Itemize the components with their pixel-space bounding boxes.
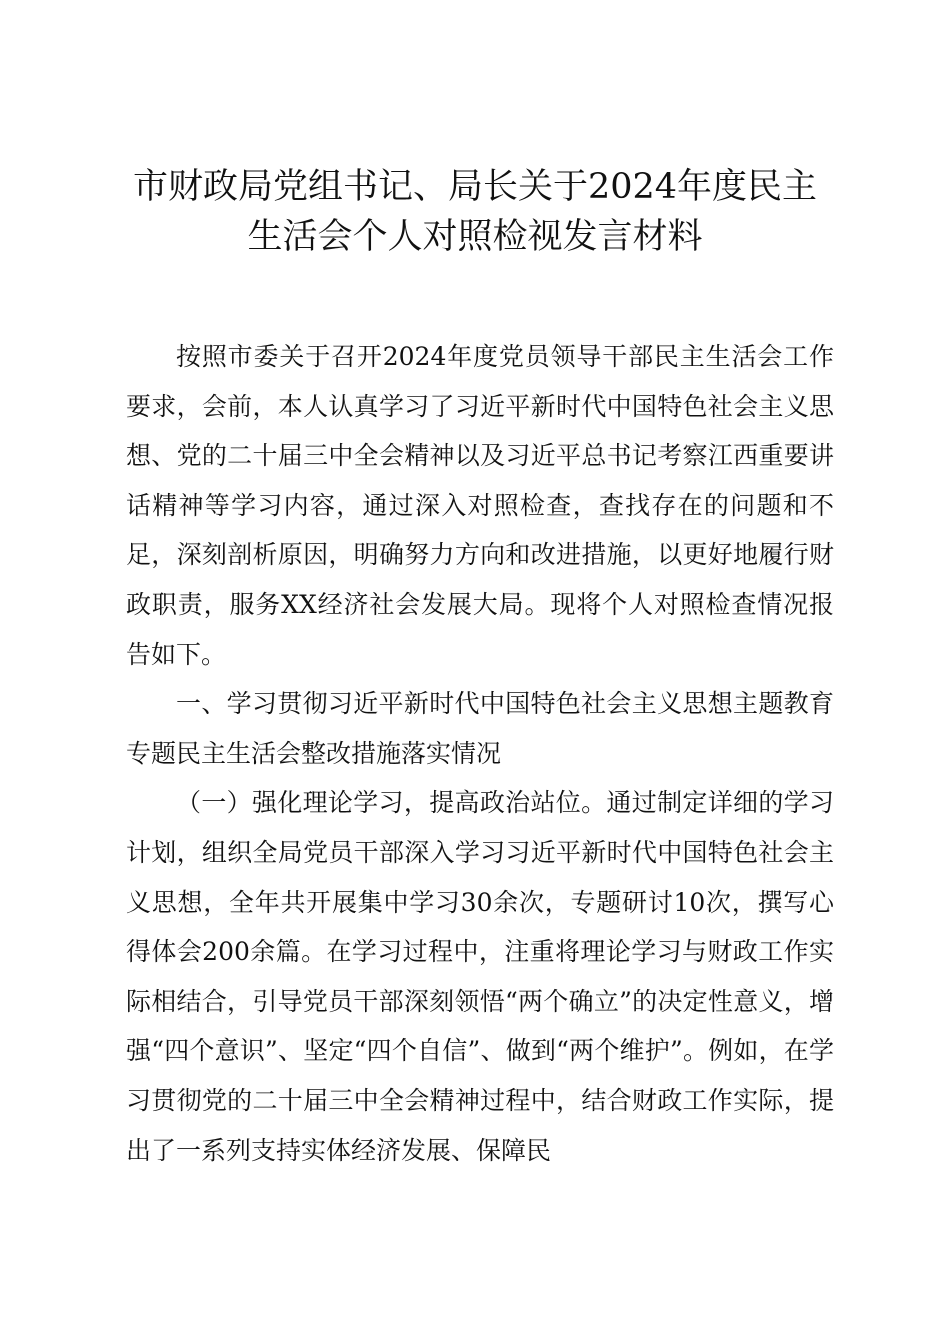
subsection-paragraph-1: （一）强化理论学习，提高政治站位。通过制定详细的学习计划，组织全局党员干部深入学习习近平新时代中国特色社会主义思想，全年共开展集中学习30余次，专题研讨10次，撰写心得体会200余篇。在学习过程中，注重将理论学习与财政工作实际相结合，引导党员干部深刻领悟“两个确立”的决定性意义，增强“四个意识”、坚定“四个自信”、做到“两个维护”。例如，在学习贯彻党的二十届三中全会精神过程中，结合财政工作实际，提出了一系列支持实体经济发展、保障民: [126, 788, 834, 1165]
document-title: [110, 162, 840, 262]
section-heading-1: 一、学习贯彻习近平新时代中国特色社会主义思想主题教育专题民主生活会整改措施落实情况: [126, 689, 834, 768]
title-line-1: 市财政局党组书记、局长关于2024年度民主: [132, 167, 818, 207]
intro-paragraph: 按照市委关于召开2024年度党员领导干部民主生活会工作要求，会前，本人认真学习了习近平新时代中国特色社会主义思想、党的二十届三中全会精神以及习近平总书记考察江西重要讲话精神等学习内容，通过深入对照检查，查找存在的问题和不足，深刻剖析原因，明确努力方向和改进措施，以更好地履行财政职责，服务XX经济社会发展大局。现将个人对照检查情况报告如下。: [126, 342, 834, 669]
title-line-2: 生活会个人对照检视发言材料: [247, 217, 703, 257]
document-body: [126, 332, 834, 1175]
